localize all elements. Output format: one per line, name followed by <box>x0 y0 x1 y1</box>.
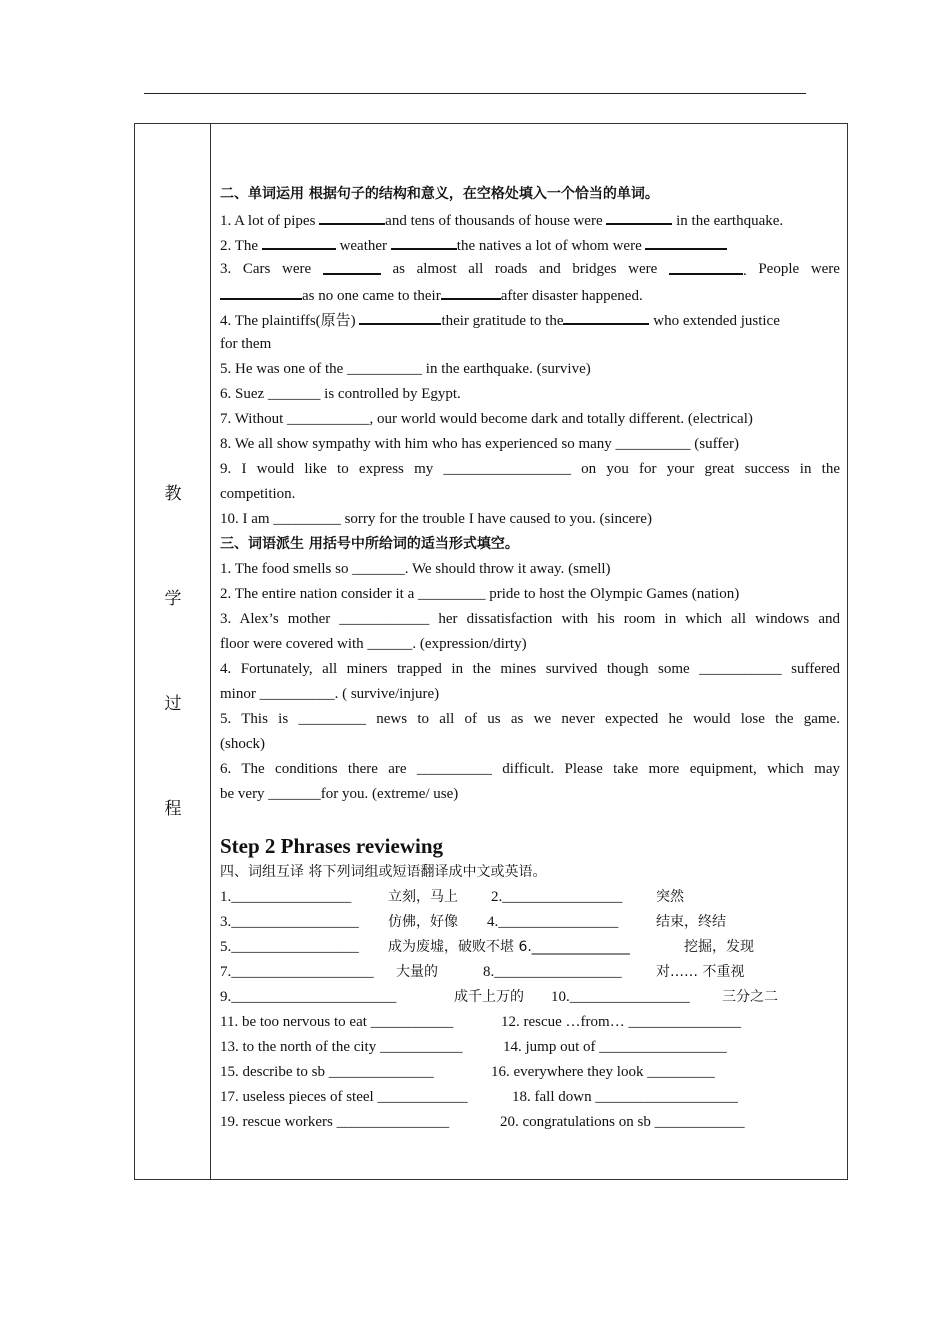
blank[interactable] <box>323 257 381 275</box>
blank[interactable] <box>645 232 727 250</box>
side-label-char: 程 <box>164 799 182 818</box>
phrase-row: 5._________________ 成为废墟，破败不堪 6.______________ 挖掘，发现 <box>220 939 754 955</box>
section3-item: minor __________. ( survive/injure) <box>220 686 440 702</box>
section2-item: 5. He was one of the __________ in the earthquake. (survive) <box>220 361 591 377</box>
section3-heading: 三、词语派生 用括号中所给词的适当形式填空。 <box>220 536 519 552</box>
section3-item: 3. Alex’s mother ____________ her dissatisfaction with his room in which all windows and <box>220 611 840 627</box>
phrase-row: 9.______________________ 成千上万的 10.________________ 三分之二 <box>220 989 778 1005</box>
blank[interactable] <box>441 282 501 300</box>
side-label-column <box>135 124 211 1179</box>
phrase-row: 17. useless pieces of steel ____________ 18. fall down ___________________ <box>220 1089 738 1105</box>
phrase-row: 15. describe to sb ______________ 16. everywhere they look _________ <box>220 1064 715 1080</box>
lesson-table <box>134 123 848 1180</box>
side-label-char: 学 <box>164 589 182 608</box>
section2-item: 4. The plaintiffs(原告) their gratitude to the who extended justice <box>220 307 840 332</box>
section2-item: for them <box>220 336 272 352</box>
section3-item: 1. The food smells so _______. We should throw it away. (smell) <box>220 561 611 577</box>
blank[interactable] <box>359 307 441 325</box>
blank[interactable] <box>606 207 672 225</box>
section3-item: 6. The conditions there are __________ difficult. Please take more equipment, which may <box>220 761 840 777</box>
lesson-content <box>220 182 840 1135</box>
section3-item: 2. The entire nation consider it a _________ pride to host the Olympic Games (nation) <box>220 586 740 602</box>
section2-item: 9. I would like to express my _________________ on you for your great success in the <box>220 461 840 477</box>
blank[interactable] <box>220 282 302 300</box>
section2-item: as no one came to their after disaster happened. <box>220 282 840 307</box>
section3-item: floor were covered with ______. (expression/dirty) <box>220 636 527 652</box>
section3-item: 5. This is _________ news to all of us as we never expected he would lose the game. <box>220 711 840 727</box>
phrase-row: 13. to the north of the city ___________ 14. jump out of _________________ <box>220 1039 727 1055</box>
side-label-char: 过 <box>164 694 182 713</box>
section2-item: 7. Without ___________, our world would become dark and totally different. (electrical) <box>220 411 753 427</box>
section2-item: 10. I am _________ sorry for the trouble I have caused to you. (sincere) <box>220 511 652 527</box>
blank[interactable] <box>391 232 457 250</box>
blank[interactable] <box>262 232 336 250</box>
section2-item: competition. <box>220 486 296 502</box>
side-label-char: 教 <box>164 484 182 503</box>
phrase-row: 19. rescue workers _______________ 20. congratulations on sb ____________ <box>220 1114 745 1130</box>
blank[interactable] <box>669 257 743 275</box>
step2-title: Step 2 Phrases reviewing <box>220 834 444 858</box>
blank[interactable] <box>319 207 385 225</box>
section2-item: 6. Suez _______ is controlled by Egypt. <box>220 386 461 402</box>
section2-item: 3. Cars were as almost all roads and bridges were . People were <box>220 257 840 282</box>
section3-item: be very _______for you. (extreme/ use) <box>220 786 459 802</box>
phrase-row: 7.___________________ 大量的 8._________________ 对…… 不重视 <box>220 964 745 980</box>
section2-heading: 二、单词运用 根据句子的结构和意义，在空格处填入一个恰当的单词。 <box>220 186 659 202</box>
section2-item: 8. We all show sympathy with him who has experienced so many __________ (suffer) <box>220 436 739 452</box>
step2-subheading: 四、词组互译 将下列词组或短语翻译成中文或英语。 <box>220 864 547 880</box>
section3-item: (shock) <box>220 736 265 752</box>
section2-item: 2. The weather the natives a lot of whom were <box>220 232 840 257</box>
section3-item: 4. Fortunately, all miners trapped in the mines survived though some ___________ suffered <box>220 661 840 677</box>
phrase-row: 3._________________ 仿佛，好像 4.________________ 结束，终结 <box>220 914 726 930</box>
blank[interactable] <box>563 307 649 325</box>
header-rule <box>144 93 806 94</box>
phrase-row: 11. be too nervous to eat ___________ 12. rescue …from… _______________ <box>220 1014 741 1030</box>
phrase-row: 1.________________ 立刻，马上 2.________________ 突然 <box>220 889 684 905</box>
section2-item: 1. A lot of pipes and tens of thousands of house were in the earthquake. <box>220 207 840 232</box>
